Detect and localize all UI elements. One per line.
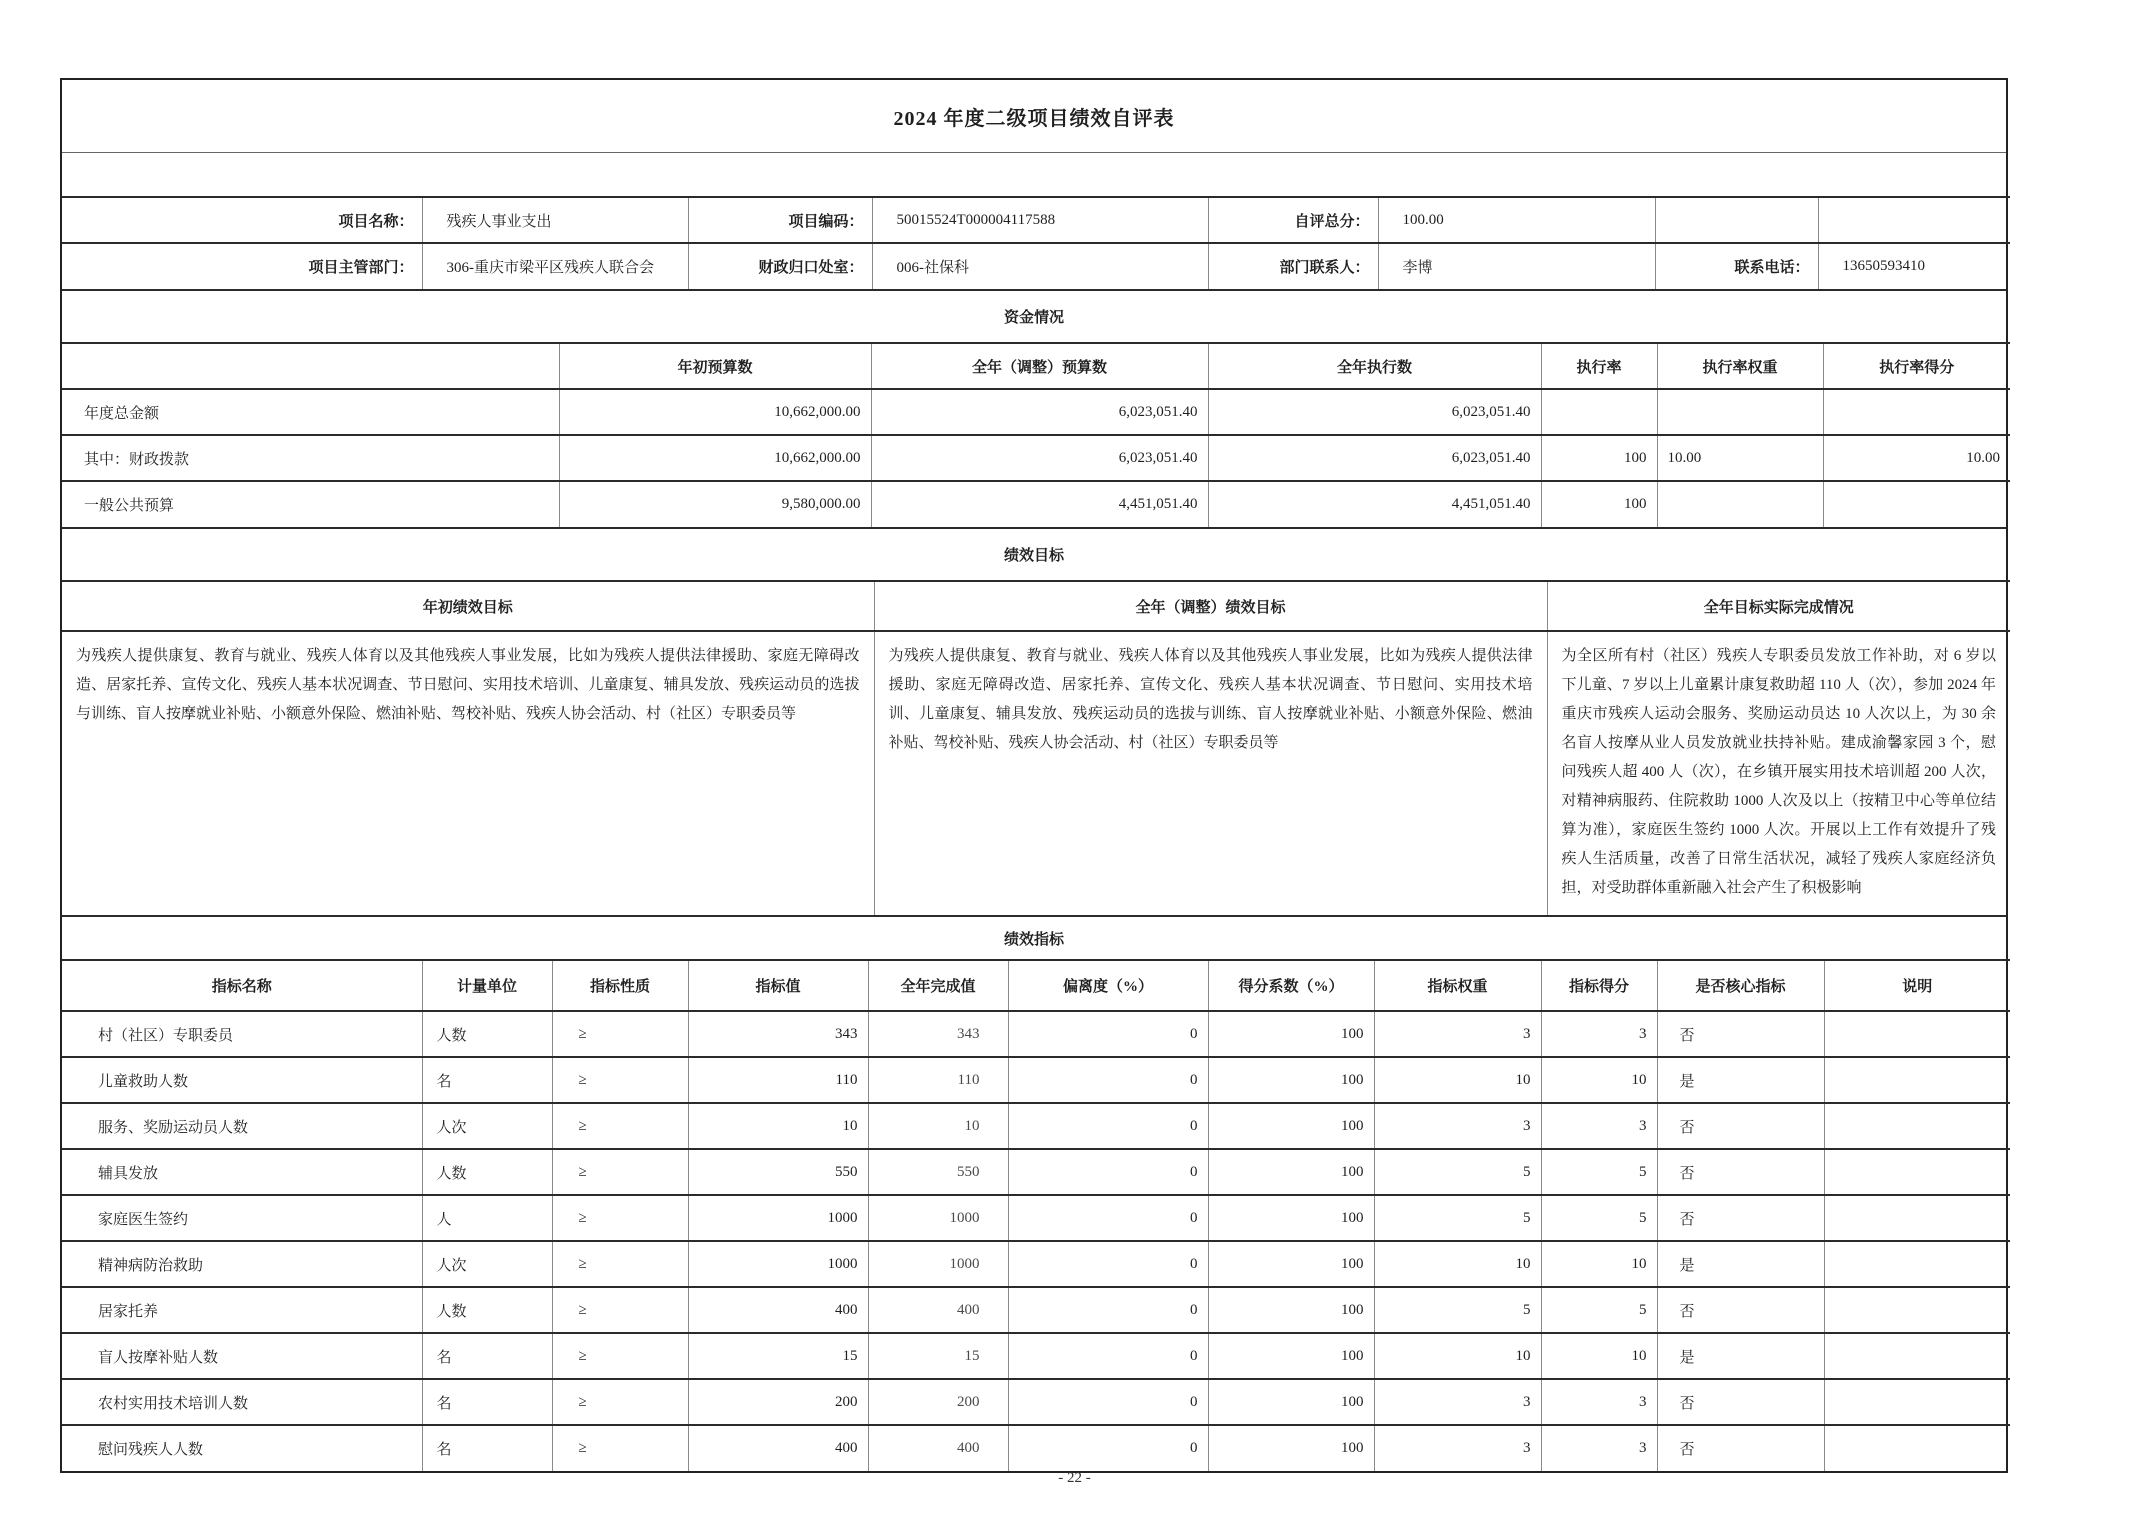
indicators-section-title: 绩效指标 — [62, 915, 2006, 959]
indicator-nature: ≥ — [552, 1057, 688, 1103]
empty-cell — [1655, 197, 1818, 243]
indicator-weight: 3 — [1374, 1425, 1541, 1471]
indicators-header-table — [62, 959, 2010, 1010]
indicator-score: 3 — [1541, 1103, 1657, 1149]
indicator-target-value: 343 — [688, 1011, 868, 1057]
indicator-is-core: 是 — [1657, 1241, 1824, 1287]
self-score-value: 100.00 — [1378, 197, 1655, 243]
indicator-deviation: 0 — [1008, 1425, 1208, 1471]
indicator-score-coefficient: 100 — [1208, 1103, 1374, 1149]
indicator-unit: 人次 — [422, 1241, 552, 1287]
goals-content-table — [62, 630, 2010, 915]
indicator-name: 服务、奖励运动员人数 — [62, 1103, 422, 1149]
indicator-deviation: 0 — [1008, 1103, 1208, 1149]
indicator-target-value: 10 — [688, 1103, 868, 1149]
indicator-target-value: 400 — [688, 1287, 868, 1333]
funding-header-table — [62, 342, 2010, 388]
fund-executed-amount: 6,023,051.40 — [1208, 389, 1541, 435]
indicator-unit: 名 — [422, 1057, 552, 1103]
indicator-deviation: 0 — [1008, 1241, 1208, 1287]
indicator-score-coefficient: 100 — [1208, 1379, 1374, 1425]
indicator-deviation: 0 — [1008, 1333, 1208, 1379]
indicator-target-value: 15 — [688, 1333, 868, 1379]
indicator-weight: 10 — [1374, 1057, 1541, 1103]
indicator-is-core: 是 — [1657, 1057, 1824, 1103]
indicator-row — [62, 1333, 2010, 1379]
indicators-table-body — [62, 1011, 2010, 1471]
indicator-header-target: 指标值 — [688, 960, 868, 1010]
indicator-completed-value: 400 — [868, 1287, 1008, 1333]
indicator-target-value: 400 — [688, 1425, 868, 1471]
indicator-score: 3 — [1541, 1379, 1657, 1425]
fund-executed-amount: 6,023,051.40 — [1208, 435, 1541, 481]
indicator-completed-value: 15 — [868, 1333, 1008, 1379]
indicator-score-coefficient: 100 — [1208, 1241, 1374, 1287]
project-code-label: 项目编码： — [688, 197, 872, 243]
funding-row — [62, 435, 2010, 481]
indicator-row — [62, 1425, 2010, 1471]
indicator-target-value: 200 — [688, 1379, 868, 1425]
indicator-weight: 10 — [1374, 1333, 1541, 1379]
funding-header-initial: 年初预算数 — [559, 343, 871, 388]
indicator-unit: 人次 — [422, 1103, 552, 1149]
goals-header-table — [62, 580, 2010, 630]
funding-row — [62, 389, 2010, 435]
goal-actual-text: 为全区所有村（社区）残疾人专职委员发放工作补助，对 6 岁以下儿童、7 岁以上儿童累计康复救助超 110 人（次），参加 2024 年重庆市残疾人运动会服务、奖励运动员达 10 人次以上，为 30 余名盲人按摩从业人员发放就业扶持补贴。建成渝馨家园 3 个，慰问残疾人超 400 人（次），在乡镇开展实用技术培训超 200 人次，对精神病服药、住院救助 1000 人次及以上（按精卫中心等单位结算为准），家庭医生签约 1000 人次。开展以上工作有效提升了残疾人生活质量，改善了日常生活状况，减轻了残疾人家庭经济负担，对受助群体重新融入社会产生了积极影响 — [1547, 631, 2010, 915]
indicator-score-coefficient: 100 — [1208, 1195, 1374, 1241]
phone-label: 联系电话： — [1655, 243, 1818, 289]
fund-execution-rate: 100 — [1541, 435, 1657, 481]
fund-rate-weight: 10.00 — [1657, 435, 1823, 481]
indicator-header-is-core: 是否核心指标 — [1657, 960, 1824, 1010]
indicator-name: 村（社区）专职委员 — [98, 1027, 234, 1044]
indicator-is-core: 否 — [1657, 1011, 1824, 1057]
finance-office-value: 006-社保科 — [872, 243, 1208, 289]
indicator-unit: 人数 — [422, 1287, 552, 1333]
indicator-completed-value: 400 — [868, 1425, 1008, 1471]
indicator-remark — [1824, 1241, 2010, 1287]
indicator-row — [62, 1057, 2010, 1103]
indicator-header-remark: 说明 — [1824, 960, 2010, 1010]
indicators-table — [62, 1010, 2010, 1471]
indicator-weight: 5 — [1374, 1195, 1541, 1241]
fund-initial-budget: 9,580,000.00 — [559, 481, 871, 527]
indicator-nature: ≥ — [552, 1149, 688, 1195]
phone-value: 13650593410 — [1818, 243, 2010, 289]
indicator-completed-value: 10 — [868, 1103, 1008, 1149]
indicator-header-deviation: 偏离度（%） — [1008, 960, 1208, 1010]
funding-table — [62, 388, 2010, 527]
fund-rate-weight — [1657, 481, 1823, 527]
indicator-is-core: 是 — [1657, 1333, 1824, 1379]
indicator-name: 儿童救助人数 — [62, 1057, 422, 1103]
fund-row-label: 年度总金额 — [84, 405, 160, 422]
indicator-row — [62, 1379, 2010, 1425]
indicator-is-core: 否 — [1657, 1149, 1824, 1195]
fund-row-label: 一般公共预算 — [62, 481, 559, 527]
indicator-is-core: 否 — [1657, 1103, 1824, 1149]
page-number: - 22 - — [1058, 1470, 1091, 1486]
project-info-table — [62, 196, 2010, 289]
indicator-unit: 人数 — [422, 1011, 552, 1057]
project-info-row-2 — [62, 243, 2010, 289]
indicator-completed-value: 550 — [868, 1149, 1008, 1195]
indicator-score: 3 — [1541, 1425, 1657, 1471]
fund-adjusted-budget: 4,451,051.40 — [871, 481, 1208, 527]
fund-row-label: 其中：财政拨款 — [62, 435, 559, 481]
fund-rate-score: 10.00 — [1823, 435, 2010, 481]
indicator-score: 3 — [1541, 1011, 1657, 1057]
indicator-unit: 人数 — [422, 1149, 552, 1195]
indicator-score: 5 — [1541, 1195, 1657, 1241]
fund-initial-budget: 10,662,000.00 — [559, 389, 871, 435]
indicator-name: 辅具发放 — [62, 1149, 422, 1195]
funding-section-title: 资金情况 — [62, 289, 2006, 342]
indicator-score-coefficient: 100 — [1208, 1333, 1374, 1379]
funding-header-rate-score: 执行率得分 — [1823, 343, 2010, 388]
indicator-target-value: 1000 — [688, 1241, 868, 1287]
indicator-target-value: 110 — [688, 1057, 868, 1103]
self-score-label: 自评总分： — [1208, 197, 1378, 243]
indicator-unit: 名 — [422, 1379, 552, 1425]
funding-header-executed: 全年执行数 — [1208, 343, 1541, 388]
indicator-remark — [1824, 1011, 2010, 1057]
indicator-score: 5 — [1541, 1149, 1657, 1195]
indicator-score: 10 — [1541, 1333, 1657, 1379]
indicator-is-core: 否 — [1657, 1379, 1824, 1425]
goals-header-actual: 全年目标实际完成情况 — [1547, 581, 2010, 630]
indicator-target-value: 550 — [688, 1149, 868, 1195]
indicator-name: 精神病防治救助 — [62, 1241, 422, 1287]
indicator-nature: ≥ — [552, 1333, 688, 1379]
project-code-value: 50015524T000004117588 — [872, 197, 1208, 243]
indicator-deviation: 0 — [1008, 1057, 1208, 1103]
goals-header-row — [62, 581, 2010, 630]
indicator-name: 家庭医生签约 — [62, 1195, 422, 1241]
goals-header-adjusted: 全年（调整）绩效目标 — [874, 581, 1547, 630]
fund-rate-score — [1823, 389, 2010, 435]
fund-rate-score — [1823, 481, 2010, 527]
finance-office-label: 财政归口处室： — [688, 243, 872, 289]
page-title: 2024 年度二级项目绩效自评表 — [893, 107, 1175, 130]
indicator-target-value: 1000 — [688, 1195, 868, 1241]
indicator-header-score: 指标得分 — [1541, 960, 1657, 1010]
indicator-header-score-coefficient: 得分系数（%） — [1208, 960, 1374, 1010]
indicator-remark — [1824, 1333, 2010, 1379]
indicator-score-coefficient: 100 — [1208, 1425, 1374, 1471]
funding-header-rate: 执行率 — [1541, 343, 1657, 388]
self-evaluation-table — [60, 78, 2008, 1473]
indicator-row — [62, 1195, 2010, 1241]
indicator-name: 居家托养 — [62, 1287, 422, 1333]
project-info-row-1 — [62, 197, 2010, 243]
goal-adjusted-text: 为残疾人提供康复、教育与就业、残疾人体育以及其他残疾人事业发展，比如为残疾人提供法律援助、家庭无障碍改造、居家托养、宣传文化、残疾人基本状况调查、节日慰问、实用技术培训、儿童康复、辅具发放、残疾运动员的选拔与训练、盲人按摩就业补贴、小额意外保险、燃油补贴、驾校补贴、残疾人协会活动、村（社区）专职委员等 — [874, 631, 1547, 915]
fund-rate-weight — [1657, 389, 1823, 435]
indicator-remark — [1824, 1103, 2010, 1149]
indicator-completed-value: 1000 — [868, 1241, 1008, 1287]
department-label: 项目主管部门： — [62, 243, 422, 289]
blank-row — [62, 152, 2006, 196]
indicator-remark — [1824, 1425, 2010, 1471]
indicator-unit: 名 — [422, 1333, 552, 1379]
indicators-header-row — [62, 960, 2010, 1010]
indicator-weight: 3 — [1374, 1103, 1541, 1149]
indicator-nature: ≥ — [552, 1195, 688, 1241]
indicator-remark — [1824, 1057, 2010, 1103]
indicator-header-weight: 指标权重 — [1374, 960, 1541, 1010]
indicator-remark — [1824, 1287, 2010, 1333]
indicator-weight: 3 — [1374, 1379, 1541, 1425]
contact-person-label: 部门联系人： — [1208, 243, 1378, 289]
indicator-header-nature: 指标性质 — [552, 960, 688, 1010]
funding-header-empty — [62, 343, 559, 388]
indicator-completed-value: 343 — [868, 1011, 1008, 1057]
indicator-row — [62, 1011, 2010, 1057]
indicator-name: 慰问残疾人人数 — [62, 1425, 422, 1471]
indicator-is-core: 否 — [1657, 1195, 1824, 1241]
indicator-weight: 10 — [1374, 1241, 1541, 1287]
goal-initial-text: 为残疾人提供康复、教育与就业、残疾人体育以及其他残疾人事业发展，比如为残疾人提供法律援助、家庭无障碍改造、居家托养、宣传文化、残疾人基本状况调查、节日慰问、实用技术培训、儿童康复、辅具发放、残疾运动员的选拔与训练、盲人按摩就业补贴、小额意外保险、燃油补贴、驾校补贴、残疾人协会活动、村（社区）专职委员等 — [76, 648, 860, 722]
indicator-weight: 5 — [1374, 1149, 1541, 1195]
indicator-deviation: 0 — [1008, 1379, 1208, 1425]
indicator-name: 盲人按摩补贴人数 — [62, 1333, 422, 1379]
indicator-weight: 3 — [1374, 1011, 1541, 1057]
fund-initial-budget: 10,662,000.00 — [559, 435, 871, 481]
indicator-unit: 名 — [422, 1425, 552, 1471]
indicator-weight: 5 — [1374, 1287, 1541, 1333]
department-value: 306-重庆市梁平区残疾人联合会 — [422, 243, 688, 289]
indicator-nature: ≥ — [552, 1011, 688, 1057]
funding-row — [62, 481, 2010, 527]
goals-header-initial: 年初绩效目标 — [422, 599, 513, 616]
indicator-score: 10 — [1541, 1241, 1657, 1287]
fund-adjusted-budget: 6,023,051.40 — [871, 435, 1208, 481]
indicator-score-coefficient: 100 — [1208, 1057, 1374, 1103]
indicator-score: 10 — [1541, 1057, 1657, 1103]
indicator-row — [62, 1103, 2010, 1149]
indicator-remark — [1824, 1149, 2010, 1195]
indicator-deviation: 0 — [1008, 1149, 1208, 1195]
indicator-nature: ≥ — [552, 1241, 688, 1287]
goals-section-title: 绩效目标 — [62, 527, 2006, 580]
indicator-completed-value: 200 — [868, 1379, 1008, 1425]
indicator-completed-value: 1000 — [868, 1195, 1008, 1241]
fund-execution-rate: 100 — [1541, 481, 1657, 527]
indicator-remark — [1824, 1195, 2010, 1241]
indicator-header-name: 指标名称 — [211, 979, 272, 995]
indicator-score-coefficient: 100 — [1208, 1149, 1374, 1195]
fund-executed-amount: 4,451,051.40 — [1208, 481, 1541, 527]
indicator-is-core: 否 — [1657, 1425, 1824, 1471]
funding-header-rate-weight: 执行率权重 — [1657, 343, 1823, 388]
indicator-nature: ≥ — [552, 1379, 688, 1425]
funding-table-body — [62, 389, 2010, 527]
fund-adjusted-budget: 6,023,051.40 — [871, 389, 1208, 435]
empty-cell — [1818, 197, 2010, 243]
indicator-score-coefficient: 100 — [1208, 1011, 1374, 1057]
goals-content-row — [62, 631, 2010, 915]
indicator-header-completed: 全年完成值 — [868, 960, 1008, 1010]
indicator-name: 农村实用技术培训人数 — [62, 1379, 422, 1425]
indicator-score: 5 — [1541, 1287, 1657, 1333]
indicator-row — [62, 1287, 2010, 1333]
indicator-nature: ≥ — [552, 1425, 688, 1471]
indicator-remark — [1824, 1379, 2010, 1425]
indicator-deviation: 0 — [1008, 1011, 1208, 1057]
indicator-row — [62, 1241, 2010, 1287]
indicator-completed-value: 110 — [868, 1057, 1008, 1103]
project-name-value: 残疾人事业支出 — [422, 197, 688, 243]
funding-header-adjusted: 全年（调整）预算数 — [871, 343, 1208, 388]
indicator-score-coefficient: 100 — [1208, 1287, 1374, 1333]
indicator-deviation: 0 — [1008, 1287, 1208, 1333]
fund-execution-rate — [1541, 389, 1657, 435]
contact-person-value: 李博 — [1378, 243, 1655, 289]
project-name-label: 项目名称： — [338, 213, 414, 230]
funding-header-row — [62, 343, 2010, 388]
indicator-header-unit: 计量单位 — [422, 960, 552, 1010]
indicator-unit: 人 — [422, 1195, 552, 1241]
indicator-nature: ≥ — [552, 1287, 688, 1333]
indicator-deviation: 0 — [1008, 1195, 1208, 1241]
indicator-row — [62, 1149, 2010, 1195]
indicator-nature: ≥ — [552, 1103, 688, 1149]
indicator-is-core: 否 — [1657, 1287, 1824, 1333]
